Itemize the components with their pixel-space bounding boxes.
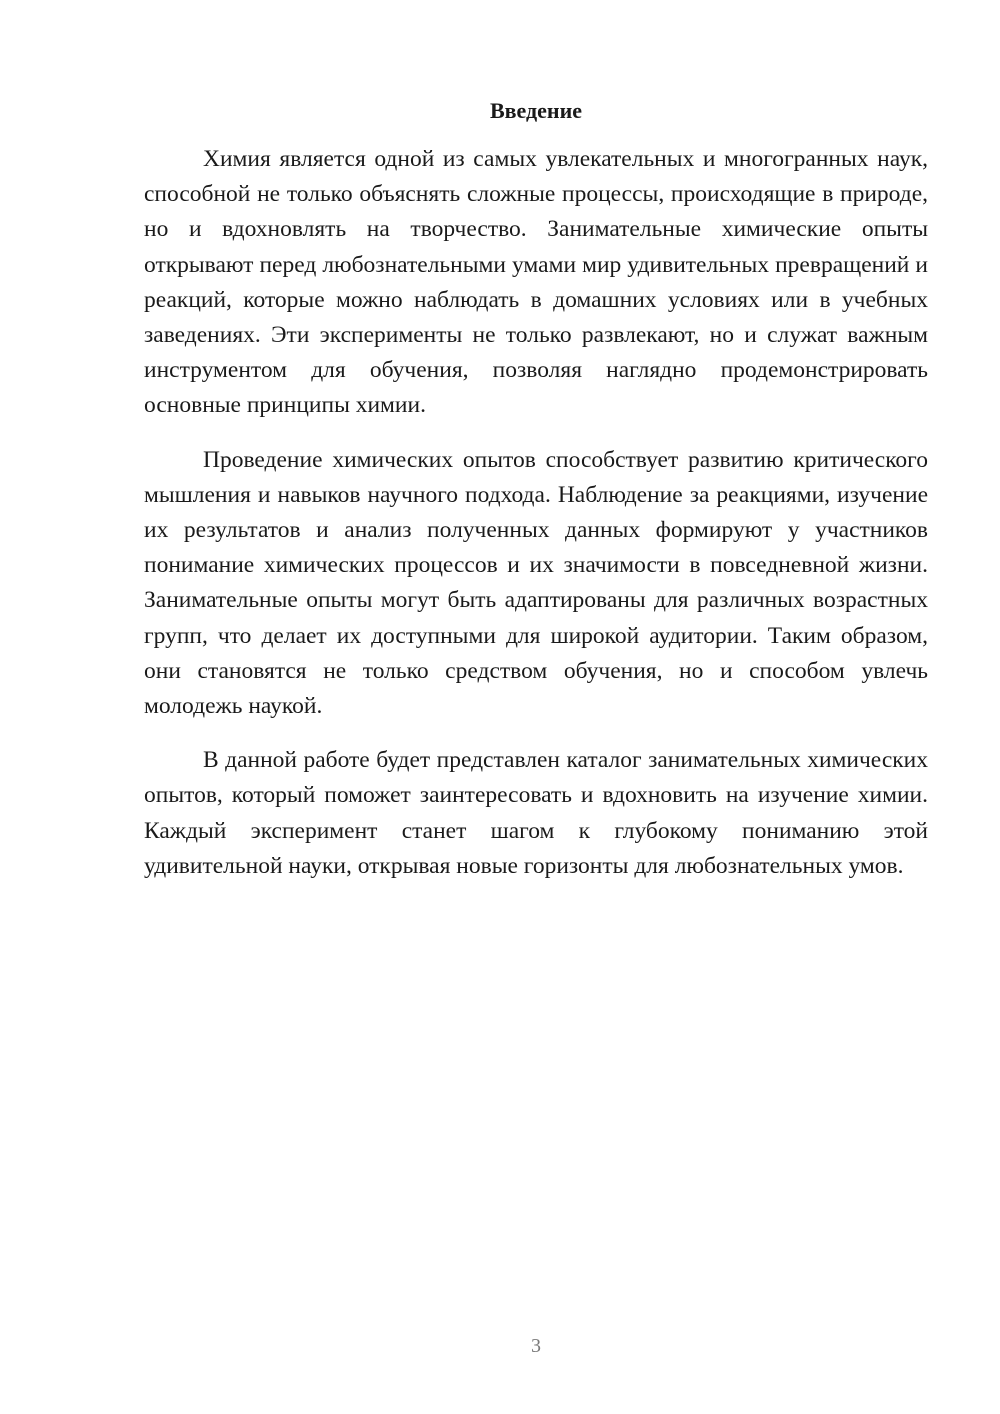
page-number: 3 bbox=[531, 1335, 541, 1357]
body-text bbox=[144, 142, 928, 903]
section-heading: Введение bbox=[489, 98, 583, 123]
paragraph-3: В данной работе будет представлен каталог занимательных химических опытов, который поможет заинтересовать и вдохновить на изучение химии. Каждый эксперимент станет шагом к глубокому пониманию этой удивительной науки, открывая новые горизонты для любознательных умов. bbox=[144, 747, 928, 879]
paragraph-2: Проведение химических опытов способствует развитию критического мышления и навыков научного подхода. Наблюдение за реакциями, изучение их результатов и анализ полученных данных формируют у участников понимание химических процессов и их значимости в повседневной жизни. Занимательные опыты могут быть адаптированы для различных возрастных групп, что делает их доступными для широкой аудитории. Таким образом, они становятся не только средством обучения, но и способом увлечь молодежь наукой. bbox=[144, 446, 928, 720]
paragraph-1: Химия является одной из самых увлекательных и многогранных наук, способной не только объяснять сложные процессы, происходящие в природе, но и вдохновлять на творчество. Занимательные химические опыты открывают перед любознательными умами мир удивительных превращений и реакций, которые можно наблюдать в домашних условиях или в учебных заведениях. Эти эксперименты не только развлекают, но и служат важным инструментом для обучения, позволяя наглядно продемонстрировать основные принципы химии. bbox=[144, 146, 928, 419]
